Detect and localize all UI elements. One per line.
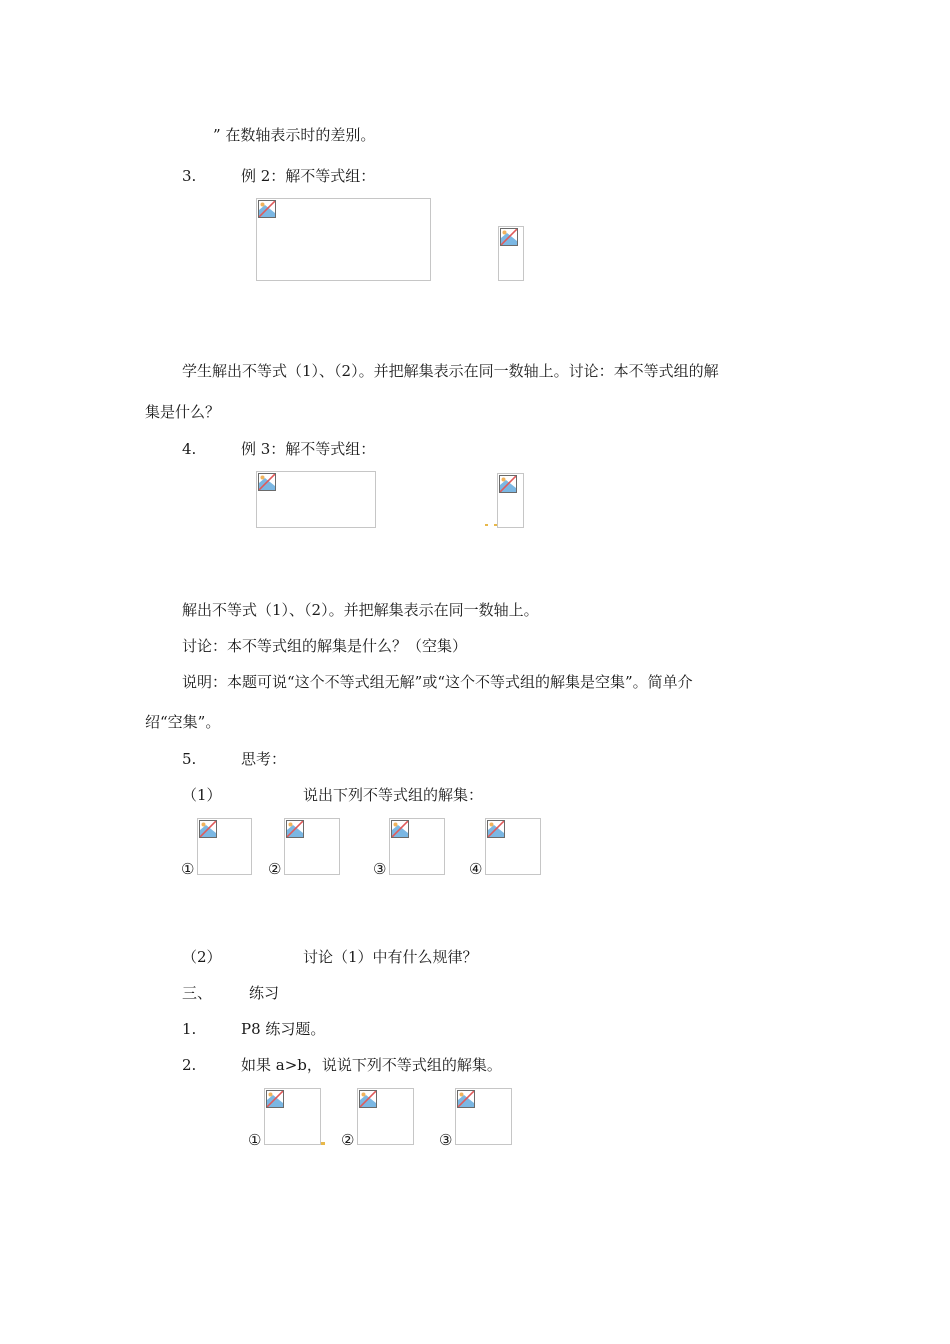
- broken-image-icon: [258, 200, 276, 218]
- broken-image-icon: [457, 1090, 475, 1108]
- text-line: 说出下列不等式组的解集：: [303, 786, 484, 804]
- text-line: 学生解出不等式（1）、（2）。并把解集表示在同一数轴上。讨论：本不等式组的解: [182, 362, 719, 380]
- text-line: 说明：本题可说“这个不等式组无解”或“这个不等式组的解集是空集”。简单介: [182, 673, 693, 691]
- broken-image-icon: [500, 228, 518, 246]
- image-placeholder: [264, 1088, 321, 1145]
- image-placeholder: [284, 818, 340, 875]
- image-placeholder: [256, 198, 431, 281]
- example-heading: 例 3：解不等式组：: [241, 440, 376, 458]
- section-heading: 练习: [249, 984, 280, 1002]
- section-number: 三、: [182, 984, 213, 1002]
- anchor-mark: [494, 524, 497, 526]
- image-placeholder: [197, 818, 252, 875]
- broken-image-icon: [391, 820, 409, 838]
- circled-label: ①: [181, 860, 195, 878]
- image-placeholder: [389, 818, 445, 875]
- sub-number: （2）: [182, 948, 222, 966]
- broken-image-icon: [499, 475, 517, 493]
- list-number: 5.: [182, 750, 197, 768]
- broken-image-icon: [266, 1090, 284, 1108]
- circled-label: ①: [248, 1131, 262, 1149]
- text-line: 集是什么？: [145, 403, 221, 421]
- list-number: 1.: [182, 1020, 197, 1038]
- text-line: 讨论：本不等式组的解集是什么？（空集）: [182, 637, 468, 655]
- broken-image-icon: [258, 473, 276, 491]
- circled-label: ④: [469, 860, 483, 878]
- broken-image-icon: [199, 820, 217, 838]
- image-placeholder: [485, 818, 541, 875]
- section-heading: 思考：: [241, 750, 287, 768]
- anchor-mark: [485, 524, 488, 526]
- anchor-mark: [321, 1142, 325, 1145]
- text-line: 如果 a>b，说说下列不等式组的解集。: [241, 1056, 502, 1074]
- sub-number: （1）: [182, 786, 222, 804]
- image-placeholder: [256, 471, 376, 528]
- image-placeholder: [497, 473, 524, 528]
- list-number: 2.: [182, 1056, 197, 1074]
- text-line: 解出不等式（1）、（2）。并把解集表示在同一数轴上。: [182, 601, 539, 619]
- text-line: 讨论（1）中有什么规律？: [303, 948, 478, 966]
- example-heading: 例 2：解不等式组：: [241, 167, 376, 185]
- text-line: P8 练习题。: [241, 1020, 326, 1038]
- circled-label: ②: [268, 860, 282, 878]
- list-number: 3.: [182, 167, 197, 185]
- broken-image-icon: [359, 1090, 377, 1108]
- list-number: 4.: [182, 440, 197, 458]
- circled-label: ③: [439, 1131, 453, 1149]
- text-line: ” 在数轴表示时的差别。: [213, 126, 376, 144]
- circled-label: ②: [341, 1131, 355, 1149]
- image-placeholder: [498, 226, 524, 281]
- broken-image-icon: [487, 820, 505, 838]
- broken-image-icon: [286, 820, 304, 838]
- image-placeholder: [455, 1088, 512, 1145]
- image-placeholder: [357, 1088, 414, 1145]
- circled-label: ③: [373, 860, 387, 878]
- text-line: 绍“空集”。: [145, 713, 221, 731]
